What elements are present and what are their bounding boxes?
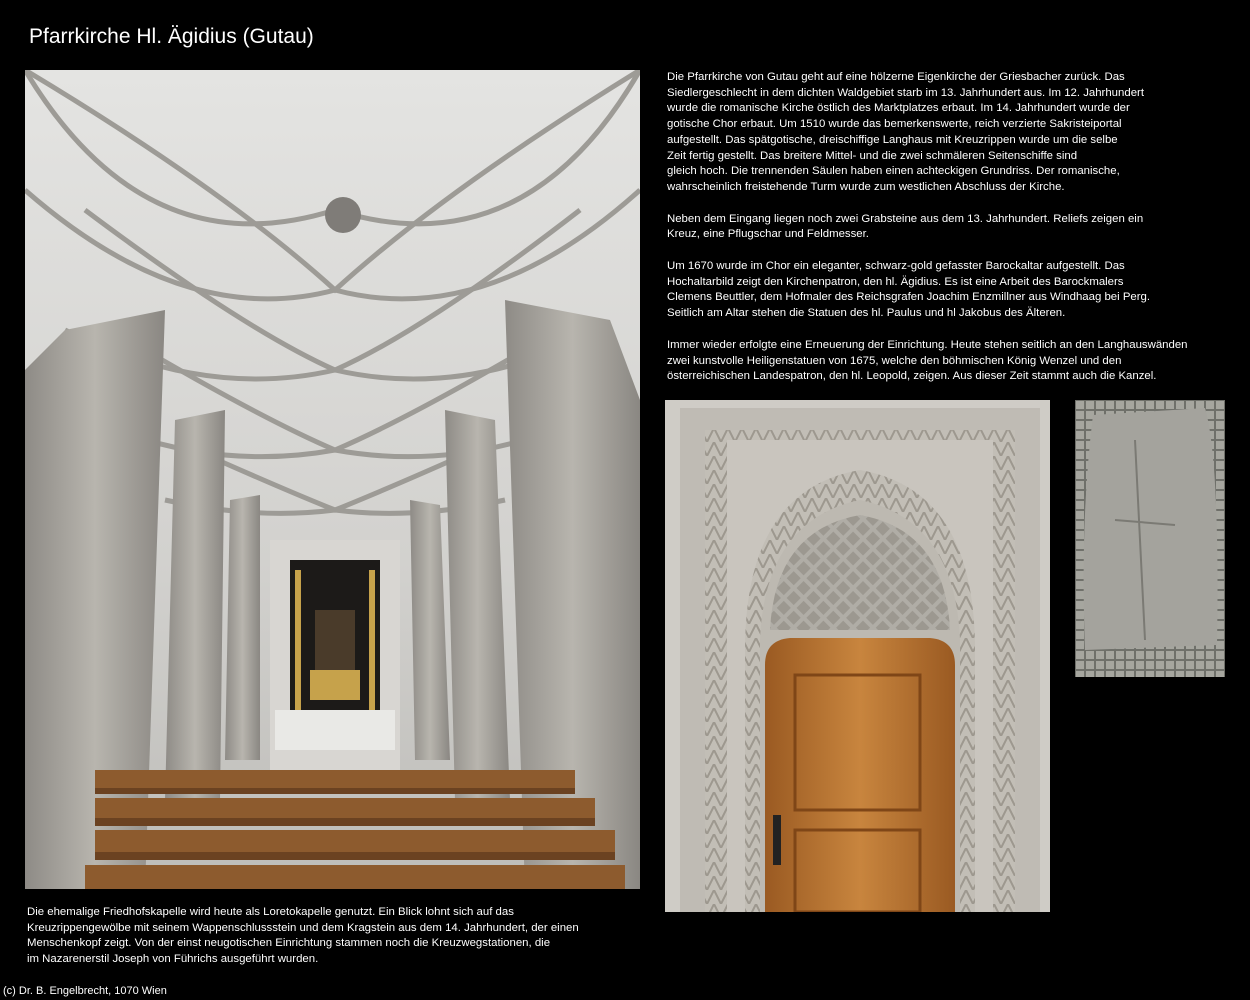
photo-caption [27,905,627,968]
page-title: Pfarrkirche Hl. Ägidius (Gutau) [29,25,314,48]
description-paragraph: Neben dem Eingang liegen noch zwei Grabsteine aus dem 13. Jahrhundert. Reliefs zeigen ein Kreuz, eine Pflugschar und Feldmesser. [667,212,1144,241]
gravestone-photo [1075,400,1225,677]
caption-text: Die ehemalige Friedhofskapelle wird heute als Loretokapelle genutzt. Ein Blick lohnt sich auf das Kreuzrippengewölbe mit seinem Wappenschlussstein und dem Kragstein aus dem 14. Jahrhundert, der einen Menschenkopf zeigt. Von der einst neugotischen Einrichtung stammen noch die Kreuzwegstationen, die im Nazarenerstil Joseph von Führichs ausgeführt wurden. [27,906,579,966]
description-text [667,70,1227,401]
nave-interior-photo [25,70,640,889]
copyright-notice: (c) Dr. B. Engelbrecht, 1070 Wien [3,985,167,997]
description-paragraph: Um 1670 wurde im Chor ein eleganter, schwarz-gold gefasster Barockaltar aufgestellt. Das Hochaltarbild zeigt den Kirchenpatron, den hl. Ägidius. Es ist eine Arbeit des Barockmalers Clemens Beuttler, dem Hofmaler des Reichsgrafen Joachim Enzmillner aus Windhaag bei Perg. Seitlich am Altar stehen die Statuen des hl. Paulus und hl Jakobus des Älteren. [667,260,1151,320]
sacristy-portal-photo [665,400,1050,912]
description-paragraph: Immer wieder erfolgte eine Erneuerung der Einrichtung. Heute stehen seitlich an den Langhauswänden zwei kunstvolle Heiligenstatuen von 1675, welche den böhmischen König Wenzel und den österreichischen Landespatron, den hl. Leopold, zeigen. Aus dieser Zeit stammt auch die Kanzel. [667,338,1188,383]
description-paragraph: Die Pfarrkirche von Gutau geht auf eine hölzerne Eigenkirche der Griesbacher zurück. Das Siedlergeschlecht in dem dichten Waldgebiet starb im 13. Jahrhundert aus. Im 12. Jahrhundert wurde die romanische Kirche östlich des Marktplatzes erbaut. Im 14. Jahrhundert wurde der gotische Chor erbaut. Um 1510 wurde das bemerkenswerte, reich verzierte Sakristeiportal aufgestellt. Das spätgotische, dreischiffige Langhaus mit Kreuzrippen wurde um die selbe Zeit fertig gestellt. Das breitere Mittel- und die zwei schmäleren Seitenschiffe sind gleich hoch. Die trennenden Säulen haben einen achteckigen Grundriss. Der romanische, wahrscheinlich freistehende Turm wurde zum westlichen Abschluss der Kirche. [667,71,1144,193]
